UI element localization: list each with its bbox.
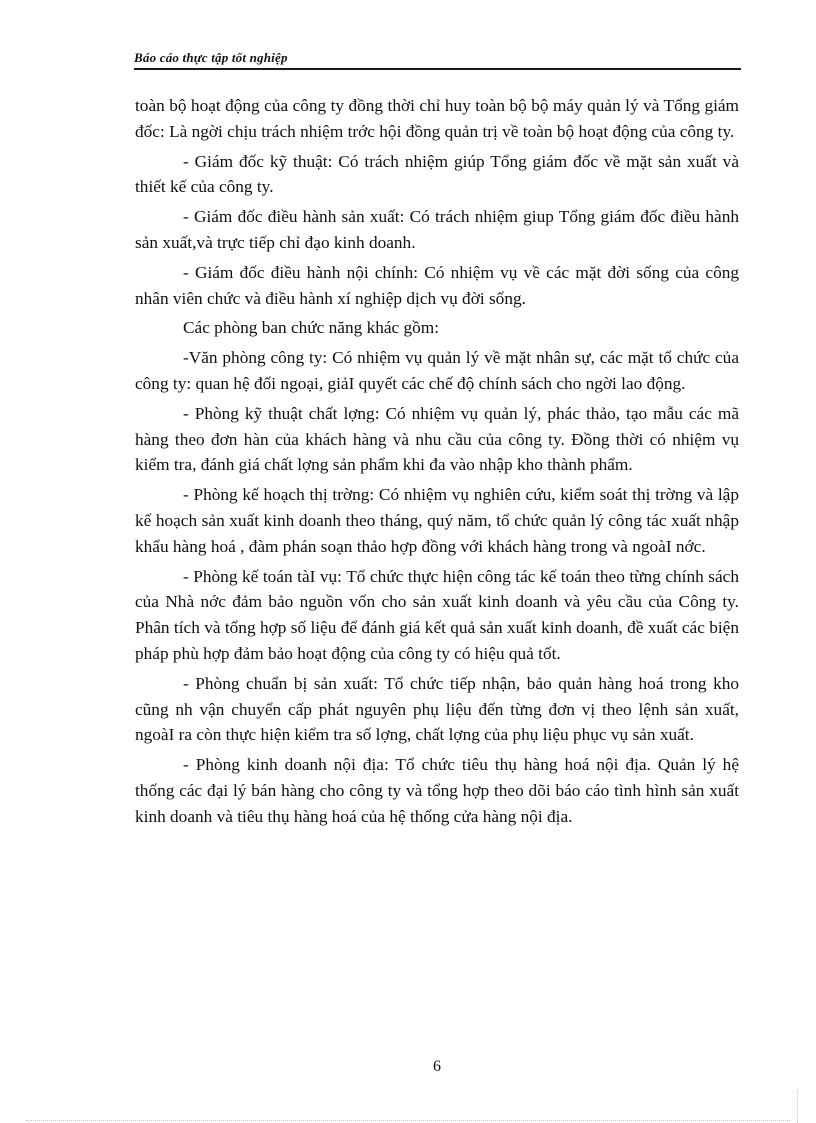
- paragraph-internal-affairs-director: - Giám đốc điều hành nội chính: Có nhiệm vụ về các mặt đời sống của công nhân viên chức và điều hành xí nghiệp dịch vụ đời sống.: [135, 262, 739, 308]
- body-text: [135, 93, 739, 830]
- paragraph-production-director: - Giám đốc điều hành sản xuất: Có trách nhiệm giup Tổng giám đốc điều hành sản xuất,và trực tiếp chỉ đạo kinh doanh.: [135, 207, 739, 252]
- paragraph-company-office: -Văn phòng công ty: Có nhiệm vụ quản lý về mặt nhân sự, các mặt tổ chức của công ty: quan hệ đối ngoại, giảI quyết các chế độ chính sách cho ngời lao động.: [135, 348, 739, 393]
- page-bottom-rule: [26, 1120, 790, 1121]
- paragraph-departments-heading: Các phòng ban chức năng khác gồm:: [183, 318, 440, 338]
- paragraph-accounting-department: - Phòng kế toán tàI vụ: Tổ chức thực hiện công tác kế toán theo từng chính sách của Nhà nớc đảm bảo nguồn vốn cho sản xuất kinh doanh và yêu cầu của Công ty. Phân tích và tổng hợp số liệu để đánh giá kết quả sản xuất kinh doanh, đề xuất các biện pháp phù hợp đảm bảo hoạt động của công ty có hiệu quả tốt.: [135, 566, 739, 663]
- paragraph-market-planning-department: - Phòng kế hoạch thị trờng: Có nhiệm vụ nghiên cứu, kiểm soát thị trờng và lập kế hoạch sản xuất kinh doanh theo tháng, quý năm, tổ chức quản lý công tác xuất nhập khẩu hàng hoá , đàm phán soạn thảo hợp đồng với khách hàng trong và ngoàI nớc.: [135, 485, 739, 556]
- paragraph-domestic-business-department: - Phòng kinh doanh nội địa: Tổ chức tiêu thụ hàng hoá nội địa. Quản lý hệ thống các đại lý bán hàng cho công ty và tổng hợp theo dõi báo cáo tình hình sản xuất kinh doanh và tiêu thụ hàng hoá của hệ thống cửa hàng nội địa.: [135, 755, 739, 826]
- page-number: 6: [433, 1058, 441, 1075]
- paragraph-quality-department: - Phòng kỹ thuật chất lợng: Có nhiệm vụ quản lý, phác thảo, tạo mẫu các mã hàng theo đơn hàn của khách hàng và nhu cầu của công ty. Đồng thời có nhiệm vụ kiểm tra, đánh giá chất lợng sản phẩm khi đa vào nhập kho thành phẩm.: [135, 403, 739, 475]
- paragraph-intro-continuation: toàn bộ hoạt động của công ty đồng thời chỉ huy toàn bộ bộ máy quản lý và Tổng giám đốc: Là ngời chịu trách nhiệm trớc hội đồng quản trị về toàn bộ hoạt động của công ty.: [135, 96, 739, 141]
- page-corner-mark: [797, 1090, 798, 1123]
- paragraph-production-prep-department: - Phòng chuẩn bị sản xuất: Tổ chức tiếp nhận, bảo quản hàng hoá trong kho cũng nh vận chuyển cấp phát nguyên phụ liệu đến từng đơn vị theo lệnh sản xuất, ngoàI ra còn thực hiện kiểm tra số lợng, chất lợng của phụ liệu phục vụ sản xuất.: [135, 673, 739, 745]
- header-title: Báo cáo thực tập tốt nghiệp: [134, 50, 288, 65]
- paragraph-technical-director: - Giám đốc kỹ thuật: Có trách nhiệm giúp Tổng giám đốc về mặt sản xuất và thiết kế của công ty.: [135, 151, 739, 197]
- page-header: [134, 48, 741, 70]
